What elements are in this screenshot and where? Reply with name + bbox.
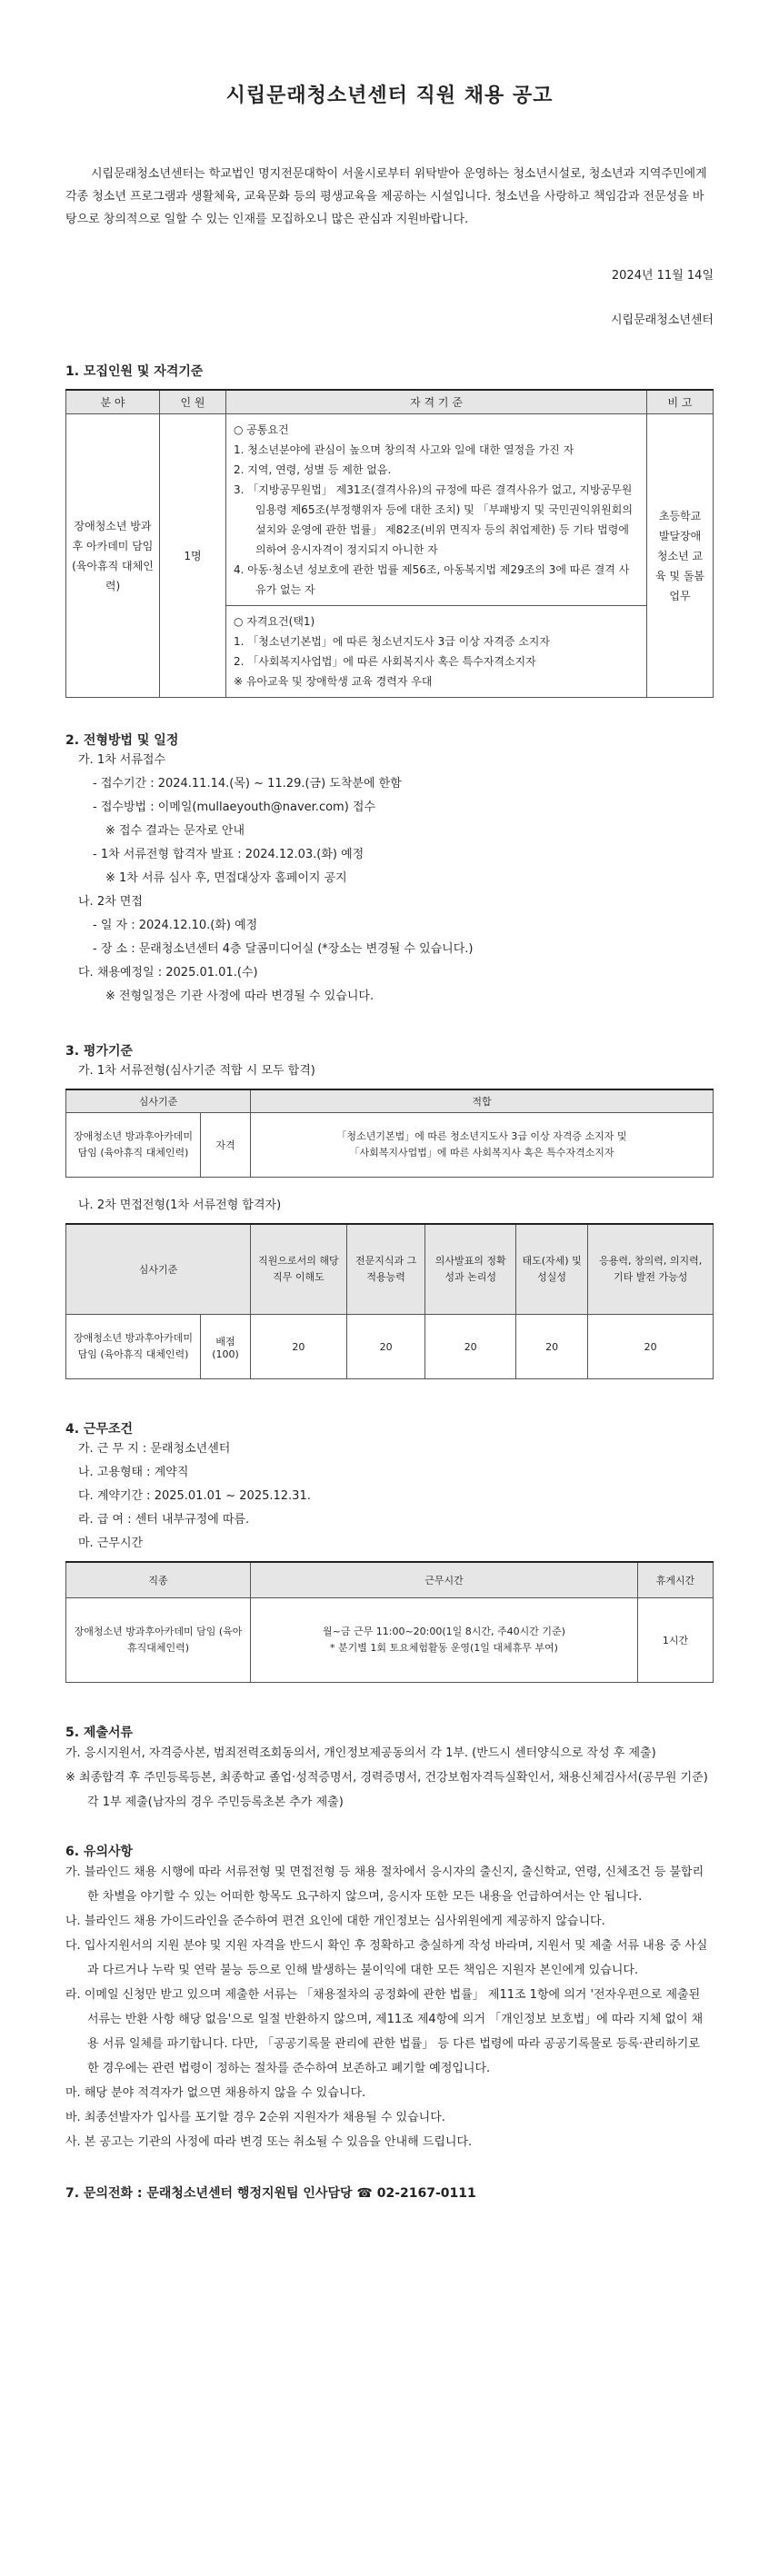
page-title: 시립문래청소년센터 직원 채용 공고	[225, 85, 554, 107]
section-working-conditions	[65, 1419, 714, 1683]
field-cell: 장애청소년 방과후 아카데미 담임 (육아휴직 대체인력)	[66, 414, 160, 698]
score-cell: 20	[515, 1315, 587, 1379]
qualification-item: ※ 유아교육 및 장애학생 교육 경력자 우대	[234, 675, 433, 688]
field-cell: 장애청소년 방과후아카데미 담임 (육아휴직 대체인력)	[66, 1113, 201, 1178]
section-heading: 4. 근무조건	[65, 1422, 134, 1437]
condition-line: 가. 근 무 지 : 문래청소년센터	[78, 1442, 231, 1456]
count-cell: 1명	[160, 414, 226, 698]
table-header: 심사기준	[66, 1089, 251, 1113]
organization-name: 시립문래청소년센터	[610, 313, 714, 327]
table-header: 자 격 기 준	[226, 390, 647, 414]
table-header: 휴게시간	[638, 1562, 714, 1598]
section-heading: 5. 제출서류	[65, 1726, 134, 1740]
notice-item: 나. 블라인드 채용 가이드라인을 준수하여 편견 요인에 대한 개인정보는 심사위원에게 제공하지 않습니다.	[65, 1915, 605, 1928]
section-documents	[65, 1723, 714, 1815]
table-header: 전문지식과 그 적용능력	[346, 1224, 425, 1315]
table-header: 의사발표의 정확성과 논리성	[425, 1224, 515, 1315]
criteria-text	[251, 1113, 714, 1178]
qualification-title: ○ 자격요건(택1)	[234, 615, 315, 628]
schedule-line: 다. 채용예정일 : 2025.01.01.(수)	[78, 966, 258, 980]
notice-item: 사. 본 공고는 기관의 사정에 따라 변경 또는 취소될 수 있음을 안내해 드립니다.	[65, 2135, 473, 2149]
table-header: 응용력, 창의력, 의지력, 기타 발전 가능성	[588, 1224, 714, 1315]
document-screening-table	[65, 1089, 714, 1178]
condition-line: 다. 계약기간 : 2025.01.01 ~ 2025.12.31.	[78, 1489, 311, 1503]
table-header: 직종	[66, 1562, 251, 1598]
table-header: 심사기준	[66, 1224, 251, 1315]
table-header: 직원으로서의 해당직무 이해도	[251, 1224, 347, 1315]
requirement-item: 1. 청소년분야에 관심이 높으며 창의적 사고와 일에 대한 열정을 가진 자	[234, 443, 574, 456]
schedule-line: ※ 전형일정은 기관 사정에 따라 변경될 수 있습니다.	[105, 990, 375, 1003]
working-hours-table	[65, 1561, 714, 1683]
schedule-line: 가. 1차 서류접수	[78, 753, 166, 767]
condition-line: 마. 근무시간	[78, 1537, 144, 1550]
section-evaluation	[65, 1041, 714, 1379]
section-recruitment	[65, 362, 714, 698]
table-header: 근무시간	[251, 1562, 638, 1598]
schedule-line: - 접수방법 : 이메일(mullaeyouth@naver.com) 접수	[93, 801, 376, 814]
notice-item: 다. 입사지원서의 지원 분야 및 지원 자격을 반드시 확인 후 정확하고 충실하게 작성 바라며, 지원서 및 제출 서류 내용 중 사실과 다르거나 누락 및 연락 불능 등으로 인해 발생하는 불이익에 대한 모든 책임은 지원자 본인에게 있습니다.	[65, 1939, 708, 1977]
notice-item: 가. 블라인드 채용 시행에 따라 서류전형 및 면접전형 등 채용 절차에서 응시자의 출신지, 출신학교, 연령, 신체조건 등 불합리한 차별을 야기할 수 있는 어떠한 항목도 요구하지 않으며, 응시자 또한 모든 내용을 언급하여서는 안 됩니다.	[65, 1865, 704, 1904]
hours-line: * 분기별 1회 토요체험활동 운영(1일 대체휴무 부여)	[330, 1642, 558, 1654]
notice-item: 바. 최종선발자가 입사를 포기할 경우 2순위 지원자가 채용될 수 있습니다.	[65, 2111, 445, 2124]
section-schedule	[65, 731, 714, 1009]
table-header: 비 고	[647, 390, 714, 414]
documents-line: 가. 응시지원서, 자격증사본, 범죄전력조회동의서, 개인정보제공동의서 각 1부. (반드시 센터양식으로 작성 후 제출)	[65, 1746, 656, 1760]
hours-cell	[251, 1598, 638, 1683]
rest-cell: 1시간	[638, 1598, 714, 1683]
schedule-line: - 일 자 : 2024.12.10.(화) 예정	[93, 919, 258, 932]
section-notices	[65, 1842, 714, 2154]
phone-icon: ☎	[356, 2186, 373, 2201]
contact-label: 7. 문의전화 : 문래청소년센터 행정지원팀 인사담당	[65, 2186, 353, 2201]
evaluation-subheading: 나. 2차 면접전형(1차 서류전형 합격자)	[78, 1198, 282, 1212]
notice-item: 마. 해당 분야 적격자가 없으면 채용하지 않을 수 있습니다.	[65, 2086, 366, 2100]
section-heading: 1. 모집인원 및 자격기준	[65, 364, 204, 379]
requirement-item: 3. 「지방공무원법」 제31조(결격사유)의 규정에 따른 결격사유가 없고, 지방공무원임용령 제65조(부정행위자 등에 대한 조치) 및 「부패방지 및 국민권익위원회의 설치와 운영에 관한 법률」 제82조(비위 면직자 등의 취업제한) 등 기타 법령에 의하여 응시자격이 정지되지 아니한 자	[234, 483, 633, 556]
interview-table	[65, 1223, 714, 1379]
schedule-line: - 접수기간 : 2024.11.14.(목) ~ 11.29.(금) 도착분에 한함	[93, 777, 402, 791]
condition-line: 라. 급 여 : 센터 내부규정에 따름.	[78, 1513, 250, 1527]
schedule-line: ※ 1차 서류 심사 후, 면접대상자 홈페이지 공지	[105, 871, 347, 885]
section-heading: 6. 유의사항	[65, 1845, 134, 1859]
table-header: 태도(자세) 및 성실성	[515, 1224, 587, 1315]
table-header: 인 원	[160, 390, 226, 414]
requirement-item: 4. 아동·청소년 성보호에 관한 법률 제56조, 아동복지법 제29조의 3에 따른 결격 사유가 없는 자	[234, 563, 630, 596]
contact-phone: 02-2167-0111	[376, 2186, 476, 2201]
schedule-line: 나. 2차 면접	[78, 895, 143, 909]
field-cell: 장애청소년 방과후아카데미 담임 (육아휴직 대체인력)	[66, 1315, 201, 1379]
score-cell: 20	[425, 1315, 515, 1379]
criteria-text-line: 「사회복지사업법」에 따른 사회복지사 혹은 특수자격소지자	[349, 1147, 614, 1159]
criteria-text-line: 「청소년기본법」에 따른 청소년지도사 3급 이상 자격증 소지자 및	[336, 1130, 627, 1142]
score-cell: 20	[346, 1315, 425, 1379]
criteria-label: 자격	[201, 1113, 251, 1178]
section-heading: 2. 전형방법 및 일정	[65, 733, 179, 748]
condition-line: 나. 고용형태 : 계약직	[78, 1466, 189, 1479]
evaluation-subheading: 가. 1차 서류전형(심사기준 적합 시 모두 합격)	[78, 1064, 315, 1078]
intro-paragraph: 시립문래청소년센터는 학교법인 명지전문대학이 서울시로부터 위탁받아 운영하는 청소년시설로, 청소년과 지역주민에게 각종 청소년 프로그램과 생활체육, 교육문화 등의 평생교육을 제공하는 시설입니다. 청소년을 사랑하고 책임감과 전문성을 바탕으로 창의적으로 일할 수 있는 인재를 모집하오니 많은 관심과 지원바랍니다.	[65, 167, 707, 226]
common-requirements	[226, 414, 647, 606]
schedule-line: ※ 접수 결과는 문자로 안내	[105, 824, 245, 838]
documents-note: ※ 최종합격 후 주민등록등본, 최종학교 졸업·성적증명서, 경력증명서, 건강보험자격득실확인서, 채용신체검사서(공무원 기준) 각 1부 제출(남자의 경우 주민등록초본 추가 제출)	[65, 1771, 708, 1809]
notice-item: 라. 이메일 신청만 받고 있으며 제출한 서류는 「채용절차의 공정화에 관한 법률」 제11조 1항에 의거 '전자우편으로 제출된 서류는 반환 사항 해당 없음'으로 일절 반환하지 않으며, 제11조 제4항에 의거 「개인정보 보호법」에 따라 지체 없이 채용 서류 일체를 파기합니다. 다만, 「공공기록물 관리에 관한 법률」 등 다른 법령에 따라 공공기록물로 등록·관리하기로 한 경우에는 관련 법령이 정하는 절차를 준수하여 보존하고 폐기할 예정입니다.	[65, 1988, 704, 2075]
section-heading: 3. 평가기준	[65, 1044, 134, 1059]
section-contact	[65, 2183, 714, 2202]
qualification-item: 2. 「사회복지사업법」에 따른 사회복지사 혹은 특수자격소지자	[234, 655, 536, 668]
score-cell: 20	[251, 1315, 347, 1379]
qualification-requirements	[226, 606, 647, 698]
contact-line	[65, 2183, 714, 2202]
note-cell: 초등학교 발달장애 청소년 교육 및 돌봄업무	[647, 414, 714, 698]
recruitment-table	[65, 389, 714, 698]
qualification-item: 1. 「청소년기본법」에 따른 청소년지도사 3급 이상 자격증 소지자	[234, 635, 550, 648]
table-header: 적합	[251, 1089, 714, 1113]
score-cell: 20	[588, 1315, 714, 1379]
table-header: 분 야	[66, 390, 160, 414]
hours-line: 월~금 근무 11:00~20:00(1일 8시간, 주40시간 기준)	[323, 1626, 565, 1637]
field-cell: 장애청소년 방과후아카데미 담임 (육아휴직대체인력)	[66, 1598, 251, 1683]
common-requirements-title: ○ 공통요건	[234, 423, 289, 436]
schedule-line: - 1차 서류전형 합격자 발표 : 2024.12.03.(화) 예정	[93, 848, 365, 861]
requirement-item: 2. 지역, 연령, 성별 등 제한 없음.	[234, 463, 392, 476]
schedule-line: - 장 소 : 문래청소년센터 4층 달콤미디어실 (*장소는 변경될 수 있습니다.)	[93, 942, 474, 956]
score-label: 배점 (100)	[201, 1315, 251, 1379]
announcement-date: 2024년 11월 14일	[611, 269, 714, 283]
